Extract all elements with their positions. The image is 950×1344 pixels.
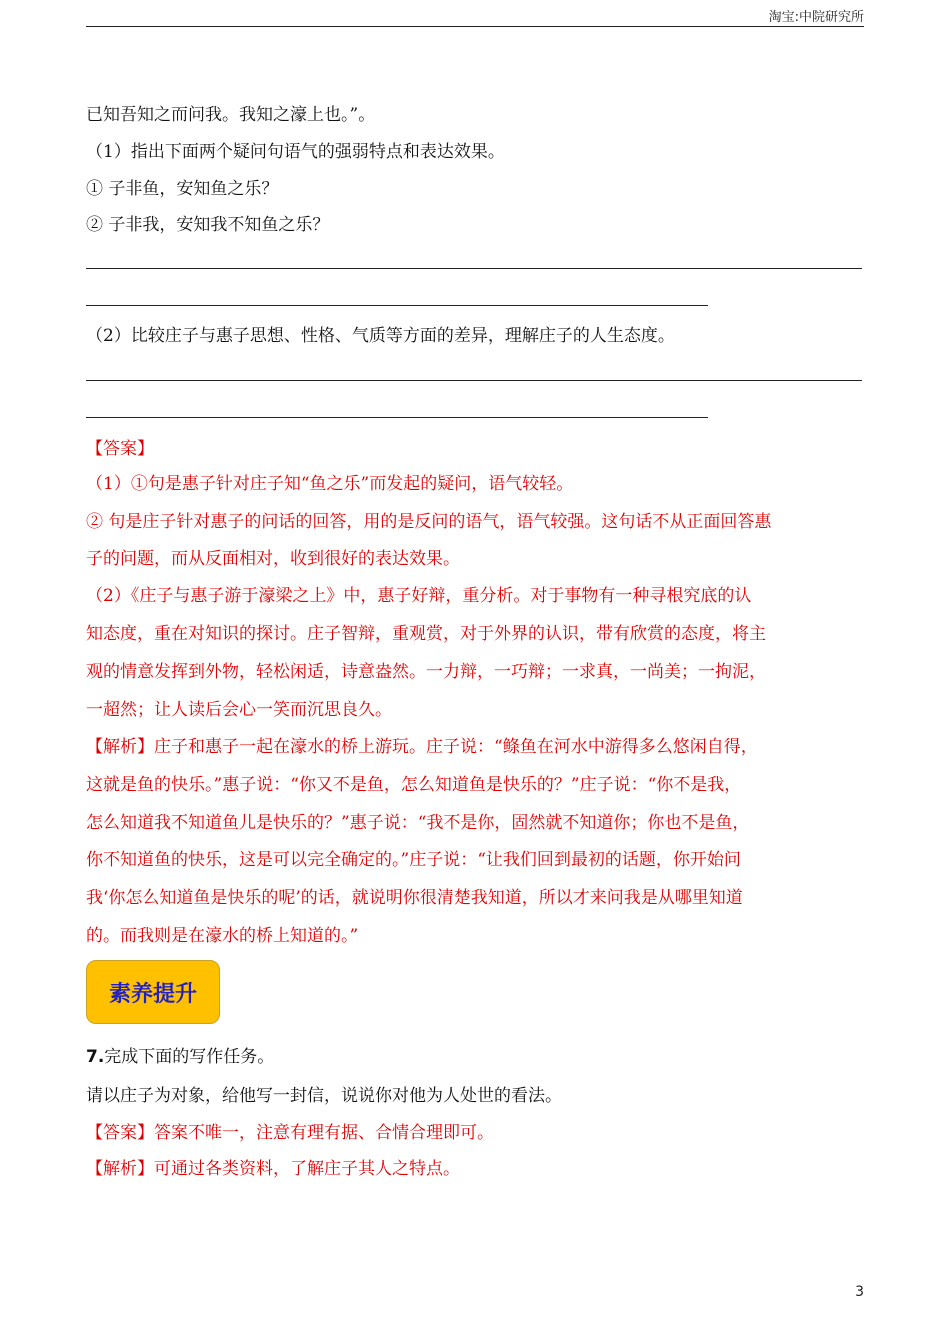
task-heading <box>86 1046 274 1068</box>
section-badge: 素养提升 <box>86 960 220 1024</box>
answer-line: （1）①句是惠子针对庄子知“鱼之乐”而发起的疑问，语气较轻。 <box>86 474 574 494</box>
task-answer: 【答案】答案不唯一，注意有理有据、合情合理即可。 <box>86 1123 494 1143</box>
answer-line: 观的情意发挥到外物，轻松闲适，诗意盎然。一力辩，一巧辩；一求真，一尚美；一拘泥， <box>86 662 766 682</box>
answer-line: ② 句是庄子针对惠子的问话的回答，用的是反问的语气，语气较强。这句话不从正面回答惠 <box>86 512 772 532</box>
answer-blank-line <box>86 268 862 269</box>
answer-line: （2）《庄子与惠子游于濠梁之上》中，惠子好辩，重分析。对于事物有一种寻根究底的认 <box>86 586 752 606</box>
page-number: 3 <box>855 1284 864 1300</box>
question-1: （1）指出下面两个疑问句语气的强弱特点和表达效果。 <box>86 142 505 162</box>
sentence-2: ② 子非我，安知我不知鱼之乐？ <box>86 215 330 235</box>
analysis-line: 我‘你怎么知道鱼是快乐的呢’的话，就说明你很清楚我知道，所以才来问我是从哪里知道 <box>86 888 743 908</box>
task-number: 7. <box>86 1047 105 1067</box>
analysis-line: 这就是鱼的快乐。”惠子说：“你又不是鱼，怎么知道鱼是快乐的？”庄子说：“你不是我， <box>86 775 742 795</box>
question-2: （2）比较庄子与惠子思想、性格、气质等方面的差异，理解庄子的人生态度。 <box>86 326 675 346</box>
answer-line: 一超然；让人读后会心一笑而沉思良久。 <box>86 700 392 720</box>
answer-line: 子的问题，而从反面相对，收到很好的表达效果。 <box>86 549 460 569</box>
header-divider <box>86 26 864 27</box>
analysis-line: 怎么知道我不知道鱼儿是快乐的？”惠子说：“我不是你，固然就不知道你；你也不是鱼， <box>86 813 750 833</box>
task-title: 完成下面的写作任务。 <box>104 1047 275 1067</box>
sentence-1: ① 子非鱼，安知鱼之乐？ <box>86 179 279 199</box>
answer-blank-line <box>86 305 708 306</box>
task-analysis: 【解析】可通过各类资料，了解庄子其人之特点。 <box>86 1159 460 1179</box>
answer-blank-line <box>86 380 862 381</box>
body-line-1: 已知吾知之而问我。我知之濠上也。”。 <box>86 105 376 125</box>
answer-label: 【答案】 <box>86 439 154 459</box>
analysis-line: 【解析】庄子和惠子一起在濠水的桥上游玩。庄子说：“鲦鱼在河水中游得多么悠闲自得， <box>86 737 758 757</box>
analysis-line: 的。而我则是在濠水的桥上知道的。” <box>86 926 359 946</box>
analysis-line: 你不知道鱼的快乐，这是可以完全确定的。”庄子说：“让我们回到最初的话题，你开始问 <box>86 850 741 870</box>
task-prompt: 请以庄子为对象，给他写一封信，说说你对他为人处世的看法。 <box>86 1086 562 1106</box>
header-source-label: 淘宝:中院研究所 <box>768 10 864 25</box>
answer-blank-line <box>86 417 708 418</box>
answer-line: 知态度，重在对知识的探讨。庄子智辩，重观赏，对于外界的认识，带有欣赏的态度，将主 <box>86 624 766 644</box>
